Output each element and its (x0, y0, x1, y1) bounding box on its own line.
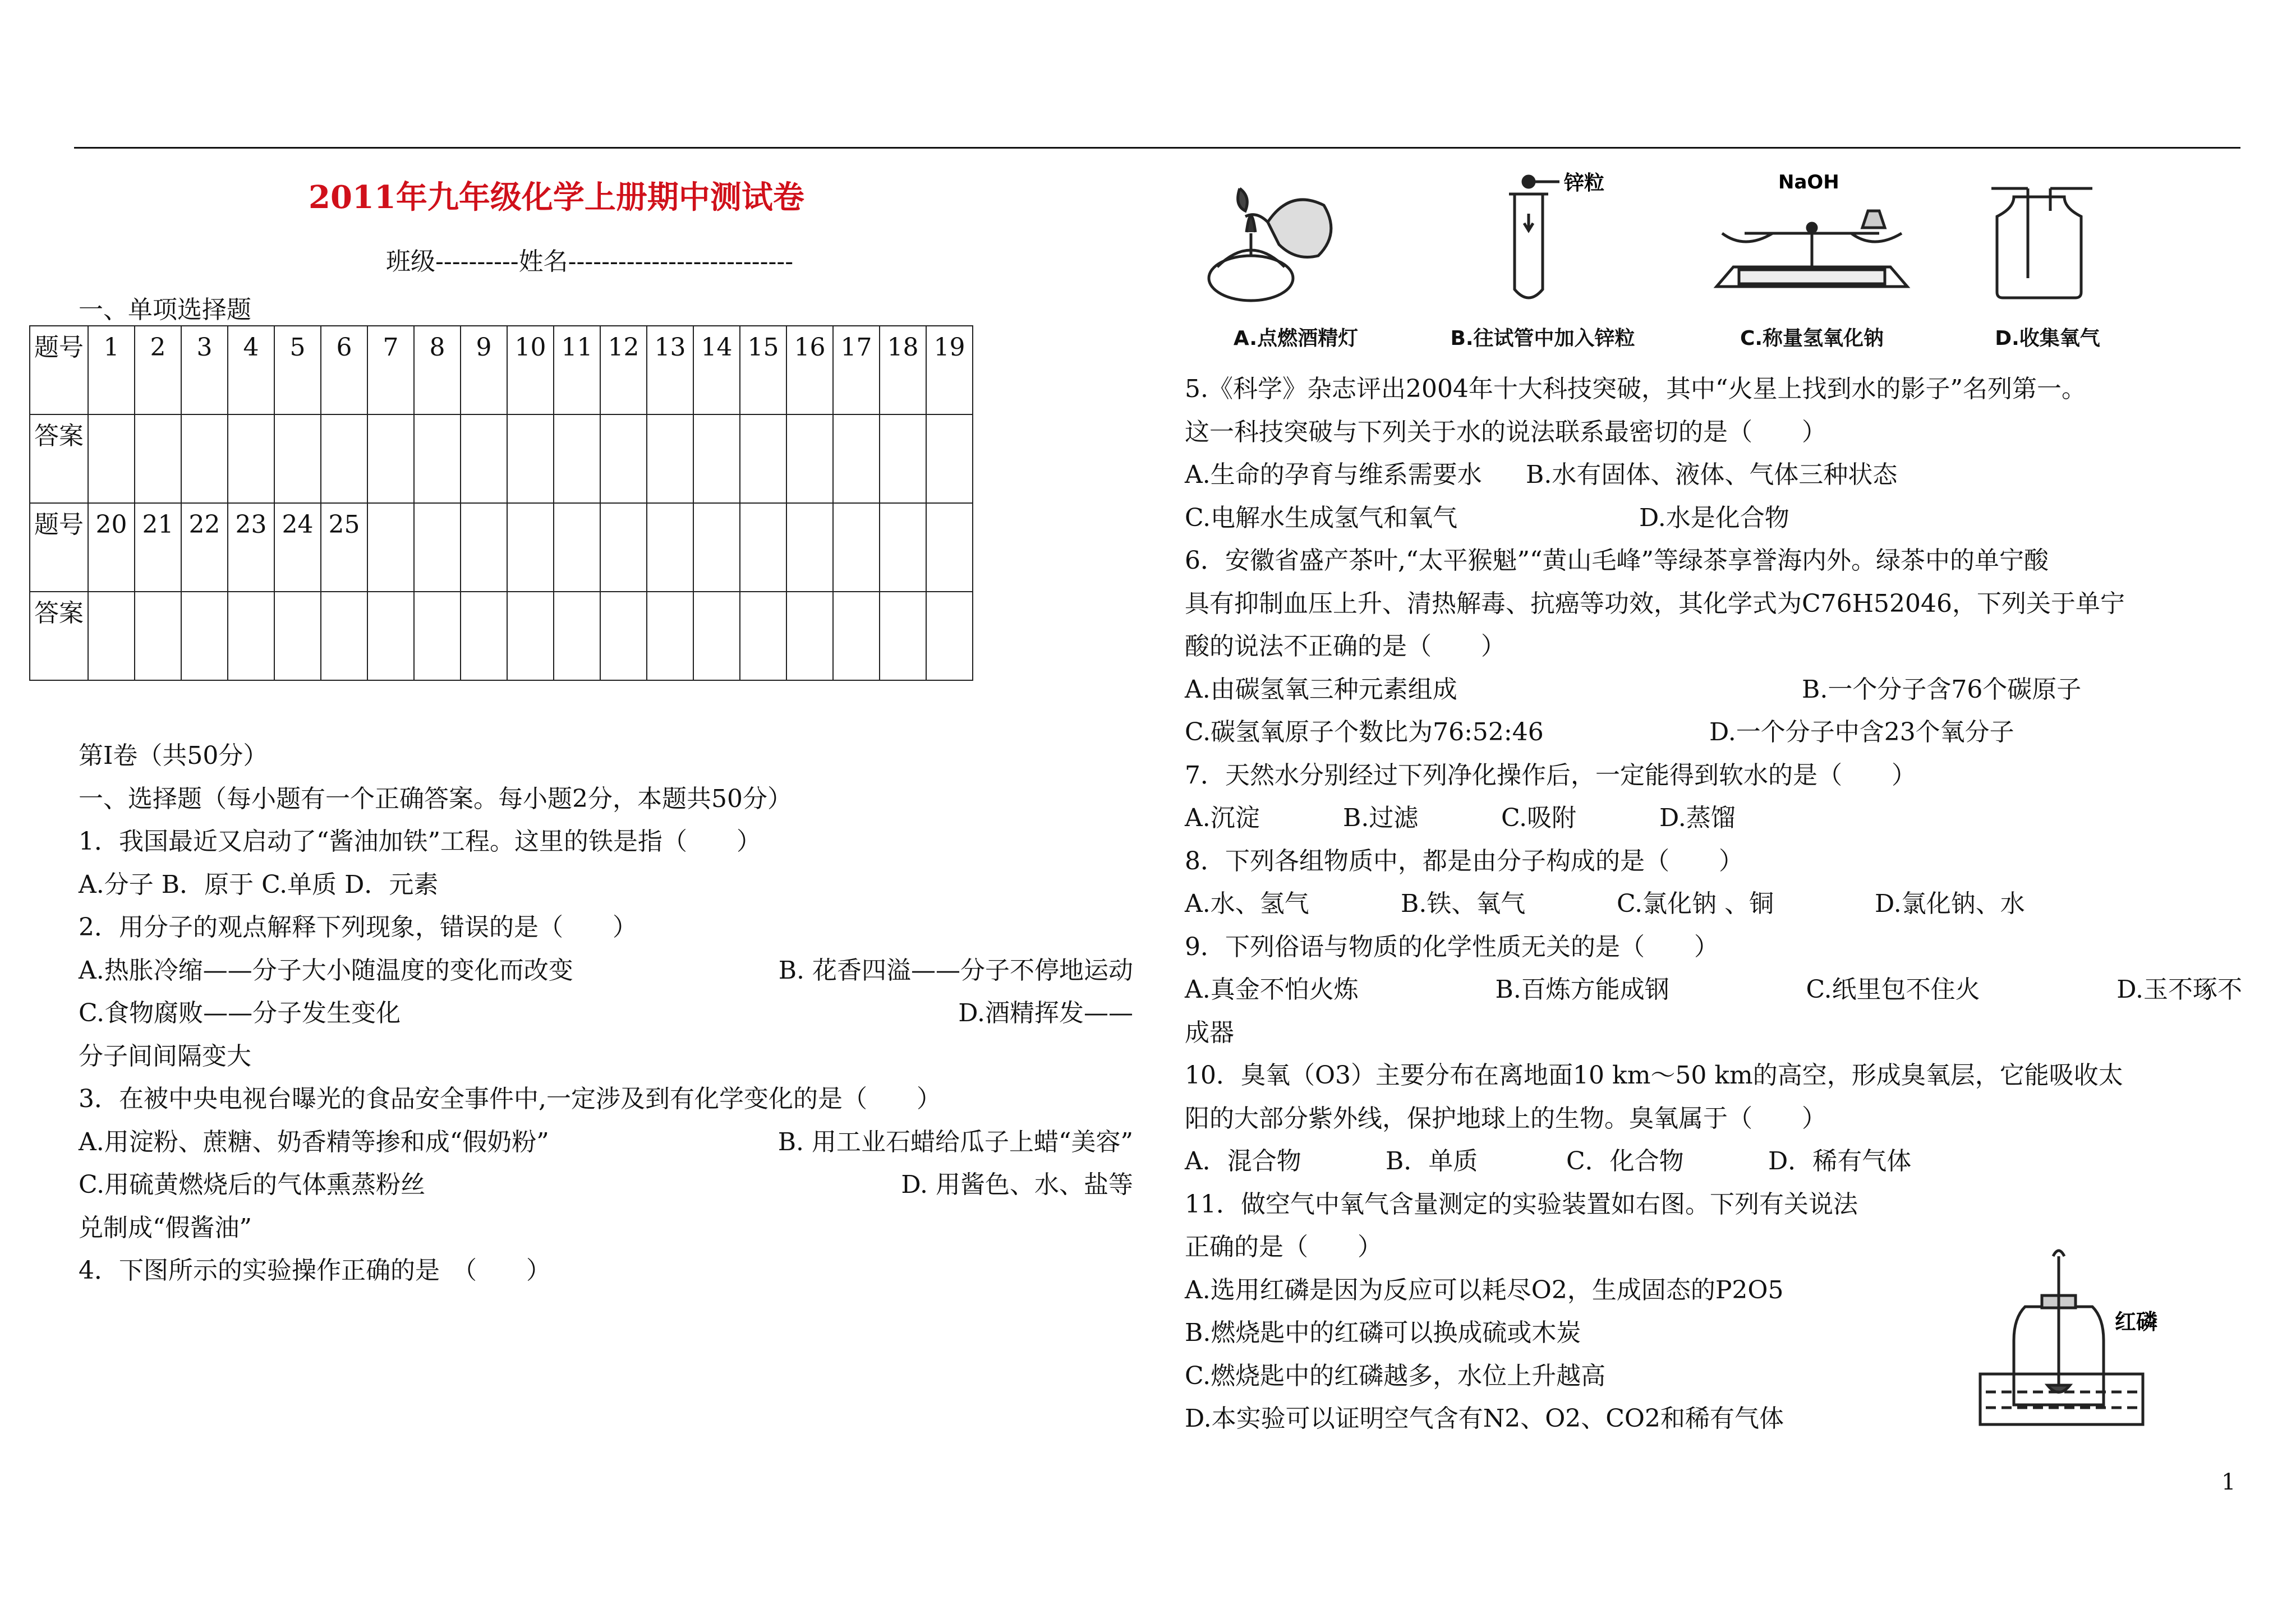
empty-cell (461, 592, 507, 680)
answer-cell[interactable] (274, 414, 321, 503)
option-a: A.用淀粉、蔗糖、奶香精等掺和成“假奶粉” (79, 1127, 549, 1156)
left-column (79, 735, 1133, 1293)
question-4-figures (1184, 166, 2160, 351)
test-tube-icon (1430, 166, 1655, 317)
question-number-cell: 6 (321, 326, 367, 414)
figure-c-label: NaOH (1778, 171, 1839, 193)
question-5-line2: 这一科技突破与下列关于水的说法联系最密切的是（ ） (1185, 417, 1826, 446)
answer-cell[interactable] (693, 414, 740, 503)
figure-d-caption: D.收集氧气 (1995, 327, 2100, 350)
answer-cell[interactable] (786, 414, 833, 503)
answer-cell[interactable] (181, 414, 228, 503)
figure-11-label: 红磷 (2115, 1310, 2158, 1334)
question-number-cell: 9 (461, 326, 507, 414)
question-number-cell: 17 (833, 326, 880, 414)
option-row (1185, 668, 2242, 712)
question-number-cell: 8 (414, 326, 461, 414)
question-number-cell: 23 (228, 503, 274, 592)
question-number-cell: 25 (321, 503, 367, 592)
option-row (1185, 969, 2242, 1012)
empty-cell (740, 592, 786, 680)
question-number-cell: 14 (693, 326, 740, 414)
option-b: B.过滤 (1343, 804, 1419, 832)
option-b: B．单质 (1386, 1147, 1478, 1175)
option-d: D.酒精挥发—— (958, 999, 1133, 1027)
header-rule (74, 147, 2240, 149)
answer-cell[interactable] (88, 414, 135, 503)
question-number-cell: 20 (88, 503, 135, 592)
question-number-cell: 12 (600, 326, 647, 414)
option-d-continued: 分子间间隔变大 (79, 1041, 251, 1071)
option-a: A.选用红磷是因为反应可以耗尽O2，生成固态的P2O5 (1185, 1275, 1784, 1304)
answer-cell[interactable] (740, 414, 786, 503)
option-c: C.电解水生成氢气和氧气 (1185, 503, 1458, 532)
option-c: C.纸里包不住火 (1806, 975, 1980, 1004)
empty-cell (880, 503, 926, 592)
option-a: A.沉淀 (1185, 804, 1260, 832)
option-a: A.水、氢气 (1185, 889, 1309, 918)
option-b: B.百炼方能成钢 (1495, 975, 1669, 1004)
question-number-cell: 5 (274, 326, 321, 414)
option-c: C.氯化钠 、铜 (1617, 889, 1774, 918)
empty-cell (647, 503, 693, 592)
question-10-line1: 10．臭氧（O3）主要分布在离地面10 km～50 km的高空，形成臭氧层，它能吸收太 (1185, 1061, 2123, 1090)
option-row (1185, 883, 2242, 926)
class-name-line: 班级----------姓名--------------------------- (386, 247, 794, 276)
answer-cell[interactable] (135, 414, 181, 503)
option-d: D.一个分子中含23个氧分子 (1709, 718, 2014, 746)
question-9: 9．下列俗语与物质的化学性质无关的是（ ） (1185, 932, 1719, 961)
option-a: A.热胀冷缩——分子大小随温度的变化而改变 (79, 956, 573, 985)
question-6-line3: 酸的说法不正确的是（ ） (1185, 632, 1506, 661)
option-a: A.真金不怕火炼 (1185, 975, 1359, 1004)
empty-cell (554, 592, 600, 680)
empty-cell (833, 592, 880, 680)
figure-c (1700, 166, 1924, 351)
empty-cell (461, 503, 507, 592)
answer-cell[interactable] (321, 414, 367, 503)
option-d-continued: 兑制成“假酱油” (79, 1213, 252, 1242)
part-title: 第Ⅰ卷（共50分） (79, 741, 268, 770)
answer-cell[interactable] (461, 414, 507, 503)
empty-cell (693, 592, 740, 680)
answer-cell[interactable] (135, 592, 181, 680)
option-row (79, 949, 1133, 993)
question-5-line1: 5.《科学》杂志评出2004年十大科技突破，其中“火星上找到水的影子”名列第一。 (1185, 375, 2086, 403)
empty-cell (833, 503, 880, 592)
question-7: 7．天然水分别经过下列净化操作后，一定能得到软水的是（ ） (1185, 760, 1916, 790)
figure-b-caption: B.往试管中加入锌粒 (1450, 327, 1635, 350)
empty-cell (926, 503, 973, 592)
question-1: 1．我国最近又启动了“酱油加铁”工程。这里的铁是指（ ） (79, 827, 761, 856)
option-d: D.本实验可以证明空气含有N2、O2、CO2和稀有气体 (1185, 1404, 1784, 1433)
answer-cell[interactable] (600, 414, 647, 503)
option-c: C.吸附 (1501, 804, 1577, 832)
empty-cell (693, 503, 740, 592)
option-b: B.水有固体、液体、气体三种状态 (1526, 460, 1898, 489)
empty-cell (414, 592, 461, 680)
empty-cell (507, 592, 554, 680)
empty-cell (740, 503, 786, 592)
empty-cell (926, 592, 973, 680)
question-4: 4．下图所示的实验操作正确的是 （ ） (79, 1256, 551, 1285)
table-row (30, 592, 973, 680)
option-c: C.碳氢氧原子个数比为76:52:46 (1185, 718, 1544, 746)
option-d: D.氯化钠、水 (1875, 889, 2025, 918)
figure-a (1184, 166, 1408, 351)
alcohol-lamp-icon (1184, 166, 1408, 317)
option-b: B. 花香四溢——分子不停地运动 (778, 956, 1133, 985)
question-number-cell: 11 (554, 326, 600, 414)
table-header-cell: 答案 (30, 592, 88, 680)
page-number: 1 (2221, 1469, 2236, 1495)
table-row (30, 414, 973, 503)
question-11-figure (1963, 1245, 2199, 1430)
balance-scale-icon (1700, 166, 1924, 317)
answer-cell[interactable] (647, 414, 693, 503)
option-row (1185, 711, 2242, 754)
gas-bottle-icon (1935, 166, 2160, 317)
empty-cell (507, 503, 554, 592)
option-c: C.用硫黄燃烧后的气体熏蒸粉丝 (79, 1170, 426, 1199)
option-d-continued: 成器 (1185, 1018, 1234, 1047)
question-number-cell: 10 (507, 326, 554, 414)
answer-cell[interactable] (833, 414, 880, 503)
answer-cell[interactable] (926, 414, 973, 503)
question-8: 8．下列各组物质中，都是由分子构成的是（ ） (1185, 846, 1743, 875)
option-row (1185, 797, 2242, 840)
question-6-line1: 6．安徽省盛产茶叶,“太平猴魁”“黄山毛峰”等绿茶享誉海内外。绿茶中的单宁酸 (1185, 546, 2049, 575)
question-number-cell: 22 (181, 503, 228, 592)
question-number-cell: 2 (135, 326, 181, 414)
answer-cell[interactable] (274, 592, 321, 680)
option-d: D．稀有气体 (1768, 1147, 1912, 1175)
option-row (79, 992, 1133, 1035)
table-header-cell: 题号 (30, 503, 88, 592)
empty-cell (600, 592, 647, 680)
question-number-cell: 13 (647, 326, 693, 414)
table-header-cell: 答案 (30, 414, 88, 503)
question-number-cell: 16 (786, 326, 833, 414)
empty-cell (786, 503, 833, 592)
question-number-cell: 18 (880, 326, 926, 414)
answer-cell[interactable] (880, 414, 926, 503)
answer-cell[interactable] (554, 414, 600, 503)
answer-cell[interactable] (507, 414, 554, 503)
answer-cell[interactable] (367, 414, 414, 503)
question-10-line2: 阳的大部分紫外线，保护地球上的生物。臭氧属于（ ） (1185, 1104, 1826, 1133)
option-a: A.生命的孕育与维系需要水 (1185, 460, 1482, 489)
question-1-options: A.分子 B．原于 C.单质 D．元素 (79, 870, 439, 899)
option-d: D. 用酱色、水、盐等 (901, 1170, 1133, 1199)
option-d: D.蒸馏 (1659, 804, 1736, 832)
answer-cell[interactable] (321, 592, 367, 680)
question-number-cell: 19 (926, 326, 973, 414)
table-header-cell: 题号 (30, 326, 88, 414)
empty-cell (786, 592, 833, 680)
section-label: 一、单项选择题 (79, 296, 251, 324)
option-row (79, 1164, 1133, 1207)
red-phosphorus-apparatus-icon (1963, 1245, 2199, 1430)
option-a: A．混合物 (1185, 1147, 1301, 1175)
figure-c-caption: C.称量氢氧化钠 (1740, 327, 1884, 350)
option-d: D.水是化合物 (1639, 503, 1789, 532)
option-c: C.燃烧匙中的红磷越多，水位上升越高 (1185, 1361, 1606, 1390)
option-b: B.燃烧匙中的红磷可以换成硫或木炭 (1185, 1318, 1581, 1347)
option-d: D.玉不琢不 (2116, 975, 2242, 1004)
figure-d (1935, 166, 2160, 351)
option-row (1185, 497, 2242, 540)
option-c: C．化合物 (1566, 1147, 1684, 1175)
question-number-cell: 21 (135, 503, 181, 592)
question-11-line1: 11．做空气中氧气含量测定的实验装置如右图。下列有关说法 (1185, 1189, 1858, 1219)
option-b: B.一个分子含76个碳原子 (1802, 675, 2082, 704)
table-row (30, 326, 973, 414)
answer-table (29, 325, 973, 681)
question-number-cell: 4 (228, 326, 274, 414)
empty-cell (554, 503, 600, 592)
question-number-cell: 3 (181, 326, 228, 414)
question-6-line2: 具有抑制血压上升、清热解毒、抗癌等功效，其化学式为C76H52046，下列关于单宁 (1185, 589, 2125, 618)
figure-b (1430, 166, 1655, 351)
question-number-cell: 24 (274, 503, 321, 592)
question-number-cell: 15 (740, 326, 786, 414)
answer-cell[interactable] (181, 592, 228, 680)
empty-cell (367, 503, 414, 592)
option-row (1185, 454, 2242, 497)
empty-cell (600, 503, 647, 592)
option-row (1185, 1140, 2242, 1183)
empty-cell (367, 592, 414, 680)
answer-cell[interactable] (88, 592, 135, 680)
empty-cell (647, 592, 693, 680)
option-c: C.食物腐败——分子发生变化 (79, 999, 401, 1027)
empty-cell (880, 592, 926, 680)
table-row (30, 503, 973, 592)
empty-cell (414, 503, 461, 592)
question-number-cell: 1 (88, 326, 135, 414)
figure-b-label: 锌粒 (1564, 172, 1605, 195)
option-b: B. 用工业石蜡给瓜子上蜡“美容” (777, 1127, 1133, 1156)
option-b: B.铁、氧气 (1401, 889, 1526, 918)
figure-a-caption: A.点燃酒精灯 (1233, 327, 1359, 350)
question-3: 3．在被中央电视台曝光的食品安全事件中,一定涉及到有化学变化的是（ ） (79, 1085, 941, 1113)
option-a: A.由碳氢氧三种元素组成 (1185, 675, 1457, 704)
option-row (79, 1121, 1133, 1164)
page-title: 2011年九年级化学上册期中测试卷 (309, 179, 804, 216)
question-number-cell: 7 (367, 326, 414, 414)
question-2: 2．用分子的观点解释下列现象，错误的是（ ） (79, 913, 637, 942)
question-11-line2: 正确的是（ ） (1185, 1233, 1382, 1261)
answer-cell[interactable] (414, 414, 461, 503)
answer-cell[interactable] (228, 592, 274, 680)
section-title: 一、选择题（每小题有一个正确答案。每小题2分，本题共50分） (79, 784, 792, 813)
answer-cell[interactable] (228, 414, 274, 503)
